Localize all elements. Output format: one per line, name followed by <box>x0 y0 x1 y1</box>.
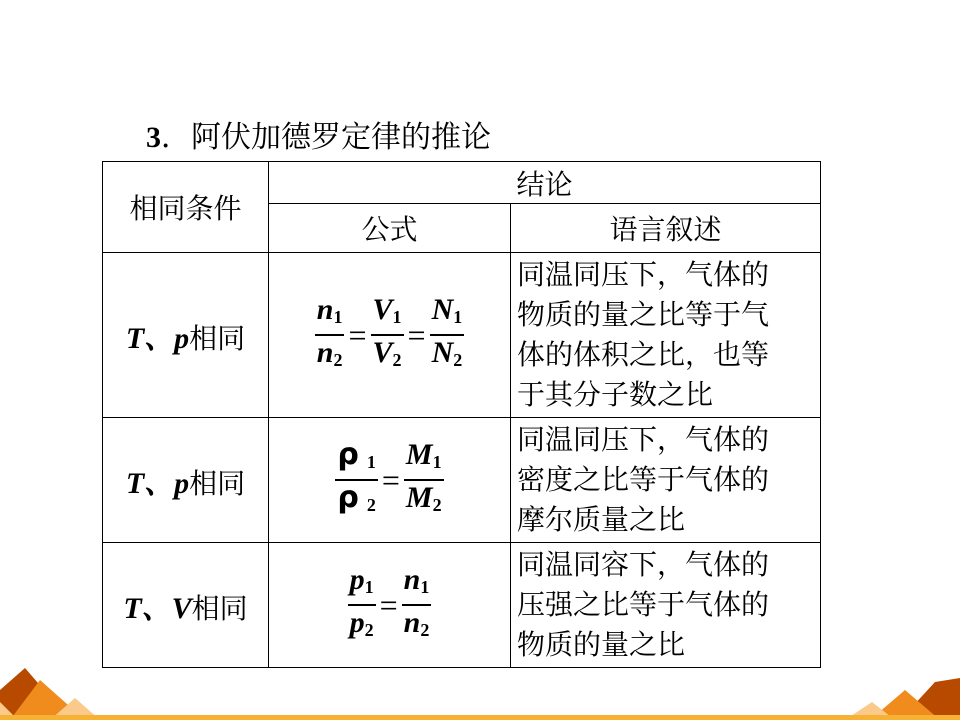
equals-sign: = <box>381 461 400 498</box>
equals-sign: = <box>348 316 367 353</box>
header-conclusion: 结论 <box>269 162 821 204</box>
equals-sign: = <box>407 316 426 353</box>
condition-suffix: 相同 <box>189 322 246 355</box>
description-line: 物质的量之比 <box>517 628 686 661</box>
section-number: 3 <box>146 121 161 154</box>
section-title: 阿伏加德罗定律的推论 <box>191 120 491 155</box>
condition-vars: T、p <box>125 467 190 500</box>
header-formula: 公式 <box>269 204 511 253</box>
fraction: $\frac{M_1}{M_2}$ <box>405 438 442 515</box>
formula <box>313 293 466 377</box>
fraction: $\frac{p_1}{p_2}$ <box>349 563 374 640</box>
condition-suffix: 相同 <box>189 467 246 500</box>
section-separator: ． <box>161 120 191 155</box>
fraction: $\frac{N_1}{N_2}$ <box>431 293 463 370</box>
formula-cell <box>269 543 511 668</box>
table-row <box>103 253 821 418</box>
condition-cell <box>103 253 269 418</box>
fraction: $\frac{\rho _1}{\rho _2}$ <box>337 437 376 515</box>
table-row <box>103 418 821 543</box>
condition-cell <box>103 418 269 543</box>
formula-cell <box>269 253 511 418</box>
header-condition: 相同条件 <box>103 162 269 253</box>
equals-sign: = <box>379 586 398 623</box>
description-line: 摩尔质量之比 <box>517 503 686 536</box>
slide-footer-decoration <box>0 660 960 720</box>
section-heading <box>146 118 491 158</box>
condition-vars: T、V <box>123 592 192 625</box>
description-line: 压强之比等于气体的 <box>517 588 770 621</box>
description-line: 体的体积之比，也等 <box>517 338 770 371</box>
description-line: 密度之比等于气体的 <box>517 463 770 496</box>
header-description: 语言叙述 <box>511 204 821 253</box>
description-line: 同温同压下，气体的 <box>517 423 770 456</box>
description-line: 同温同压下，气体的 <box>517 258 770 291</box>
description-line: 物质的量之比等于气 <box>517 298 770 331</box>
description-cell <box>511 543 821 668</box>
fraction: $\frac{V_1}{V_2}$ <box>372 293 402 370</box>
inference-table <box>102 161 821 668</box>
description-cell <box>511 418 821 543</box>
description-line: 于其分子数之比 <box>517 378 714 411</box>
description-line: 同温同容下，气体的 <box>517 548 770 581</box>
table-row <box>103 543 821 668</box>
description-cell <box>511 253 821 418</box>
bottom-bar <box>0 715 960 720</box>
condition-cell <box>103 543 269 668</box>
condition-vars: T、p <box>125 322 190 355</box>
fraction: $\frac{n_1}{n_2}$ <box>316 293 343 370</box>
formula <box>346 563 434 647</box>
formula-cell <box>269 418 511 543</box>
fraction: $\frac{n_1}{n_2}$ <box>403 563 430 640</box>
condition-suffix: 相同 <box>191 592 248 625</box>
formula <box>333 438 445 522</box>
